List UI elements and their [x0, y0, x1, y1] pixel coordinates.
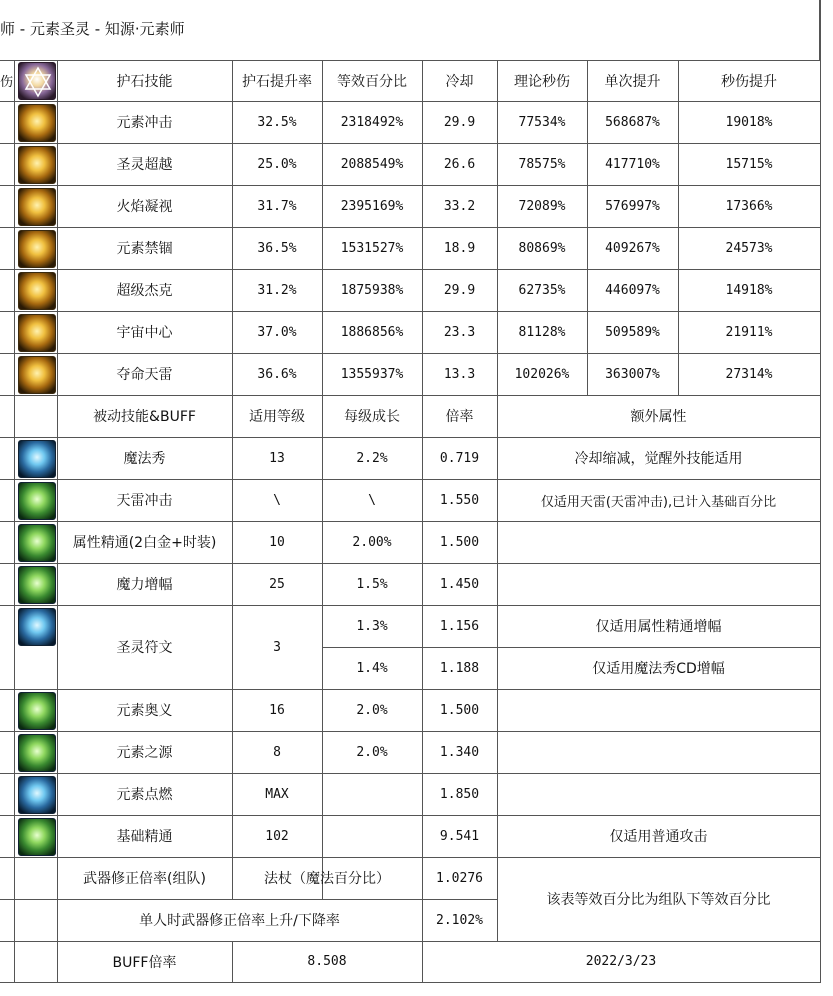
equiv-note: 该表等效百分比为组队下等效百分比 [546, 892, 771, 908]
cooldown: 18.9 [443, 240, 476, 256]
dps-gain: 14918% [725, 282, 773, 298]
grid-line [0, 982, 820, 983]
rune-rate: 31.2% [257, 282, 297, 298]
holy-rune-icon [18, 608, 56, 646]
solo-correction-label: 单人时武器修正倍率上升/下降率 [139, 913, 340, 929]
rate: 1.550 [439, 492, 480, 508]
rate: 9.541 [439, 828, 480, 844]
level: 25 [269, 576, 285, 592]
equiv-pct: 1531527% [340, 240, 404, 256]
header-equiv-pct: 等效百分比 [337, 73, 407, 90]
single-gain: 417710% [605, 156, 660, 172]
theory-dps: 81128% [518, 324, 566, 340]
extra [497, 731, 820, 773]
header-passive-skill: 被动技能&BUFF [93, 409, 196, 425]
header-single-gain: 单次提升 [604, 73, 661, 90]
deadly-thunder-icon [18, 356, 56, 394]
passive-name: 元素点燃 [116, 787, 173, 803]
equiv-pct: 2088549% [340, 156, 404, 172]
solo-correction-rate: 2.102% [436, 912, 483, 928]
element-source-icon [18, 734, 56, 772]
level: 3 [273, 639, 281, 655]
header-cooldown: 冷却 [445, 73, 474, 90]
growth: 2.00% [352, 534, 392, 550]
single-gain: 363007% [605, 366, 660, 382]
passive-name: 元素奥义 [116, 703, 173, 719]
rate: 1.850 [439, 786, 480, 802]
extra [497, 689, 820, 731]
level: 102 [265, 828, 289, 844]
element-prison-icon [18, 230, 56, 268]
basic-mastery-icon [18, 818, 56, 856]
header-extra: 额外属性 [630, 409, 687, 425]
rune-rate: 36.5% [257, 240, 297, 256]
header-rate: 倍率 [445, 409, 474, 425]
growth: \ [368, 492, 376, 508]
theory-dps: 62735% [518, 282, 566, 298]
clipped-column-header: 伤 [0, 75, 14, 90]
theory-dps: 78575% [518, 156, 566, 172]
equiv-pct: 1886856% [340, 324, 404, 340]
skill-name: 元素禁锢 [116, 241, 173, 257]
skill-name: 夺命天雷 [116, 367, 173, 383]
growth: 2.0% [356, 702, 388, 718]
level: MAX [265, 786, 289, 802]
weapon-type: 法杖（魔法百分比） [264, 871, 390, 887]
growth [322, 815, 422, 857]
level: 16 [269, 702, 285, 718]
cooldown: 33.2 [443, 198, 476, 214]
passive-name: 魔力增幅 [116, 577, 173, 593]
theory-dps: 102026% [514, 366, 570, 382]
cooldown: 29.9 [443, 114, 476, 130]
passive-name: 圣灵符文 [116, 640, 173, 656]
table-title: 师 - 元素圣灵 - 知源·元素师 [0, 20, 185, 38]
passive-name: 元素之源 [116, 745, 173, 761]
rate: 1.450 [439, 576, 480, 592]
passive-name: 天雷冲击 [116, 493, 173, 509]
weapon-correction-label: 武器修正倍率(组队) [83, 871, 206, 887]
magic-amplify-icon [18, 566, 56, 604]
extra: 仅适用魔法秀CD增幅 [592, 661, 725, 677]
extra [497, 563, 820, 605]
cosmic-center-icon [18, 314, 56, 352]
rate: 0.719 [439, 450, 480, 466]
extra [497, 773, 820, 815]
level: 13 [269, 450, 285, 466]
flame-gaze-icon [18, 188, 56, 226]
header-dps-gain: 秒伤提升 [721, 73, 777, 90]
rune-rate: 37.0% [257, 324, 297, 340]
growth: 2.0% [356, 744, 388, 760]
header-rune-rate: 护石提升率 [242, 73, 312, 90]
single-gain: 568687% [605, 114, 660, 130]
extra: 冷却缩减，觉醒外技能适用 [574, 451, 743, 467]
single-gain: 409267% [605, 240, 660, 256]
rate: 1.188 [439, 660, 480, 676]
attribute-mastery-icon [18, 524, 56, 562]
extra: 仅适用普通攻击 [609, 829, 708, 845]
magic-show-icon [18, 440, 56, 478]
header-level: 适用等级 [249, 409, 305, 425]
holy-transcend-icon [18, 146, 56, 184]
title-bar [0, 0, 820, 60]
single-gain: 446097% [605, 282, 660, 298]
single-gain: 509589% [605, 324, 660, 340]
level: 10 [269, 534, 285, 550]
skill-name: 火焰凝视 [116, 199, 173, 215]
buff-rate-value: 8.508 [307, 954, 347, 969]
dps-gain: 19018% [725, 114, 773, 130]
equiv-pct: 1355937% [340, 366, 404, 382]
cooldown: 29.9 [443, 282, 476, 298]
cooldown: 26.6 [443, 156, 476, 172]
rate: 1.500 [439, 702, 480, 718]
rate: 1.156 [439, 618, 480, 634]
passive-name: 属性精通(2白金+时装) [72, 535, 217, 551]
buff-rate-label: BUFF倍率 [112, 954, 177, 971]
growth: 1.4% [356, 660, 388, 676]
rune-rate: 32.5% [257, 114, 297, 130]
weapon-rate: 1.0276 [436, 870, 483, 886]
rune-rate: 36.6% [257, 366, 297, 382]
rate: 1.340 [439, 744, 480, 760]
skill-name: 宇宙中心 [116, 325, 173, 341]
extra [497, 521, 820, 563]
dps-gain: 27314% [725, 366, 773, 382]
element-mystery-icon [18, 692, 56, 730]
passive-name: 基础精通 [116, 829, 173, 845]
passive-name: 魔法秀 [123, 451, 166, 467]
growth [322, 773, 422, 815]
growth: 2.2% [356, 450, 388, 466]
dps-gain: 17366% [725, 198, 773, 214]
rune-rate: 31.7% [257, 198, 297, 214]
table-date: 2022/3/23 [585, 954, 657, 969]
skill-name: 超级杰克 [116, 283, 173, 299]
single-gain: 576997% [605, 198, 660, 214]
rune-rate: 25.0% [257, 156, 297, 172]
equiv-pct: 1875938% [340, 282, 404, 298]
extra: 仅适用天雷(天雷冲击),已计入基础百分比 [540, 494, 777, 510]
super-jack-icon [18, 272, 56, 310]
dps-gain: 21911% [725, 324, 773, 340]
skill-name: 元素冲击 [116, 115, 173, 131]
cooldown: 23.3 [443, 324, 476, 340]
grid-line [820, 0, 821, 983]
element-impact-icon [18, 104, 56, 142]
theory-dps: 72089% [518, 198, 566, 214]
thunder-impact-icon [18, 482, 56, 520]
equiv-pct: 2318492% [340, 114, 404, 130]
equiv-pct: 2395169% [340, 198, 404, 214]
header-theory-dps: 理论秒伤 [514, 73, 570, 90]
cooldown: 13.3 [443, 366, 476, 382]
skill-name: 圣灵超越 [116, 157, 173, 173]
rate: 1.500 [439, 534, 480, 550]
dps-gain: 15715% [725, 156, 773, 172]
growth: 1.3% [356, 618, 388, 634]
growth: 1.5% [356, 576, 388, 592]
header-growth: 每级成长 [344, 409, 400, 425]
level: 8 [273, 744, 281, 760]
theory-dps: 77534% [518, 114, 566, 130]
element-ignite-icon [18, 776, 56, 814]
theory-dps: 80869% [518, 240, 566, 256]
rune-header-icon [18, 62, 56, 100]
dps-gain: 24573% [725, 240, 773, 256]
grid-line [14, 60, 15, 983]
level: \ [273, 492, 281, 508]
extra: 仅适用属性精通增幅 [595, 619, 722, 635]
header-skill: 护石技能 [116, 73, 173, 90]
